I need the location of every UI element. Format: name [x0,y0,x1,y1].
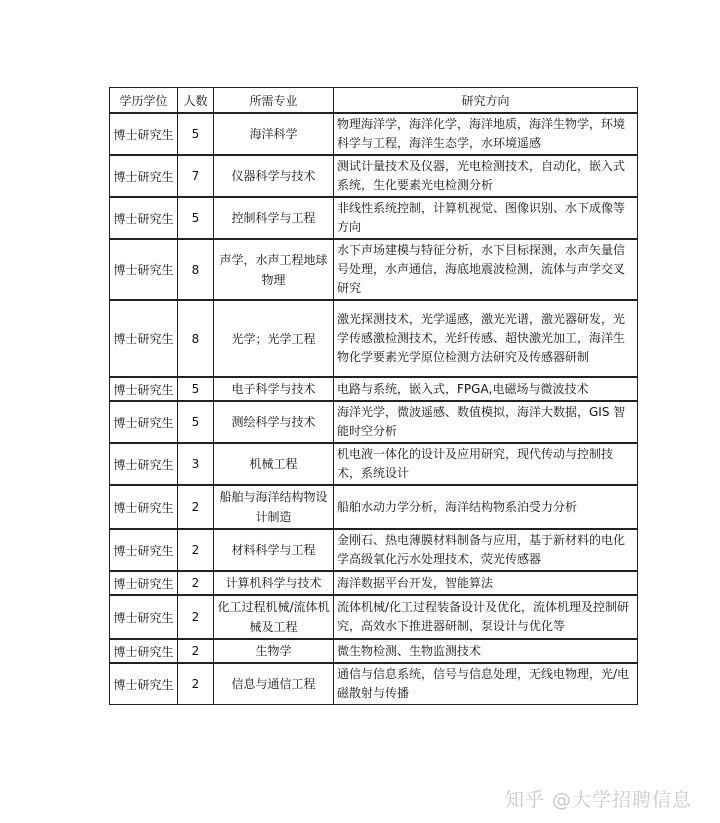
major-cell: 声学，水声工程地球物理 [214,239,334,300]
count-cell: 2 [178,663,214,705]
direction-cell: 激光探测技术，光学遥感，激光光谱，激光器研发，光学传感激检测技术，光纤传感、超快激光加工，海洋生物化学要素光学原位检测方法研究及传感器研制 [334,300,638,377]
header-degree: 学历学位 [110,88,178,114]
table-row [110,529,638,571]
major-cell: 控制科学与工程 [214,197,334,239]
direction-cell: 海洋光学，微波遥感、数值模拟，海洋大数据，GIS 智能时空分析 [334,401,638,443]
count-cell: 2 [178,485,214,529]
direction-cell: 物理海洋学，海洋化学，海洋地质，海洋生物学，环境科学与工程，海洋生态学，水环境遥感 [334,113,638,155]
table-row [110,401,638,443]
table-row [110,595,638,639]
recruitment-table [109,87,638,705]
direction-cell: 水下声场建模与特征分析，水下目标探测，水声矢量信号处理，水声通信，海底地震波检测，流体与声学交叉研究 [334,239,638,300]
degree-cell: 博士研究生 [110,377,178,401]
degree-cell: 博士研究生 [110,639,178,663]
degree-cell: 博士研究生 [110,155,178,197]
table-row [110,639,638,663]
table-row [110,443,638,485]
major-cell: 光学；光学工程 [214,300,334,377]
count-cell: 2 [178,571,214,595]
count-cell: 2 [178,529,214,571]
header-direction: 研究方向 [334,88,638,114]
table-row [110,377,638,401]
degree-cell: 博士研究生 [110,401,178,443]
zhihu-watermark: 知乎 @大学招聘信息 [505,789,693,811]
degree-cell: 博士研究生 [110,300,178,377]
count-cell: 3 [178,443,214,485]
major-cell: 船舶与海洋结构物设计制造 [214,485,334,529]
table-row [110,663,638,705]
count-cell: 5 [178,197,214,239]
major-cell: 化工过程机械/流体机械及工程 [214,595,334,639]
count-cell: 2 [178,595,214,639]
header-major: 所需专业 [214,88,334,114]
direction-cell: 非线性系统控制，计算机视觉、图像识别、水下成像等方向 [334,197,638,239]
count-cell: 7 [178,155,214,197]
major-cell: 材料科学与工程 [214,529,334,571]
table-row [110,239,638,300]
direction-cell: 微生物检测、生物监测技术 [334,639,638,663]
major-cell: 机械工程 [214,443,334,485]
table-row [110,300,638,377]
degree-cell: 博士研究生 [110,197,178,239]
major-cell: 仪器科学与技术 [214,155,334,197]
direction-cell: 电路与系统，嵌入式，FPGA,电磁场与微波技术 [334,377,638,401]
direction-cell: 金刚石、热电薄膜材料制备与应用，基于新材料的电化学高级氧化污水处理技术，荧光传感器 [334,529,638,571]
major-cell: 计算机科学与技术 [214,571,334,595]
degree-cell: 博士研究生 [110,485,178,529]
degree-cell: 博士研究生 [110,571,178,595]
table-header-row [110,88,638,114]
direction-cell: 测试计量技术及仪器，光电检测技术，自动化，嵌入式系统，生化要素光电检测分析 [334,155,638,197]
table-row [110,155,638,197]
degree-cell: 博士研究生 [110,663,178,705]
count-cell: 5 [178,113,214,155]
degree-cell: 博士研究生 [110,595,178,639]
major-cell: 海洋科学 [214,113,334,155]
table-row [110,485,638,529]
degree-cell: 博士研究生 [110,239,178,300]
major-cell: 测绘科学与技术 [214,401,334,443]
major-cell: 信息与通信工程 [214,663,334,705]
count-cell: 2 [178,639,214,663]
count-cell: 5 [178,377,214,401]
degree-cell: 博士研究生 [110,443,178,485]
degree-cell: 博士研究生 [110,529,178,571]
direction-cell: 机电液一体化的设计及应用研究，现代传动与控制技术，系统设计 [334,443,638,485]
direction-cell: 船舶水动力学分析，海洋结构物系泊受力分析 [334,485,638,529]
count-cell: 8 [178,239,214,300]
header-count: 人数 [178,88,214,114]
direction-cell: 通信与信息系统，信号与信息处理，无线电物理，光/电磁散射与传播 [334,663,638,705]
direction-cell: 海洋数据平台开发，智能算法 [334,571,638,595]
table-row [110,571,638,595]
degree-cell: 博士研究生 [110,113,178,155]
count-cell: 5 [178,401,214,443]
direction-cell: 流体机械/化工过程装备设计及优化，流体机理及控制研究，高效水下推进器研制，泵设计与优化等 [334,595,638,639]
major-cell: 电子科学与技术 [214,377,334,401]
table-row [110,113,638,155]
count-cell: 8 [178,300,214,377]
table-row [110,197,638,239]
major-cell: 生物学 [214,639,334,663]
